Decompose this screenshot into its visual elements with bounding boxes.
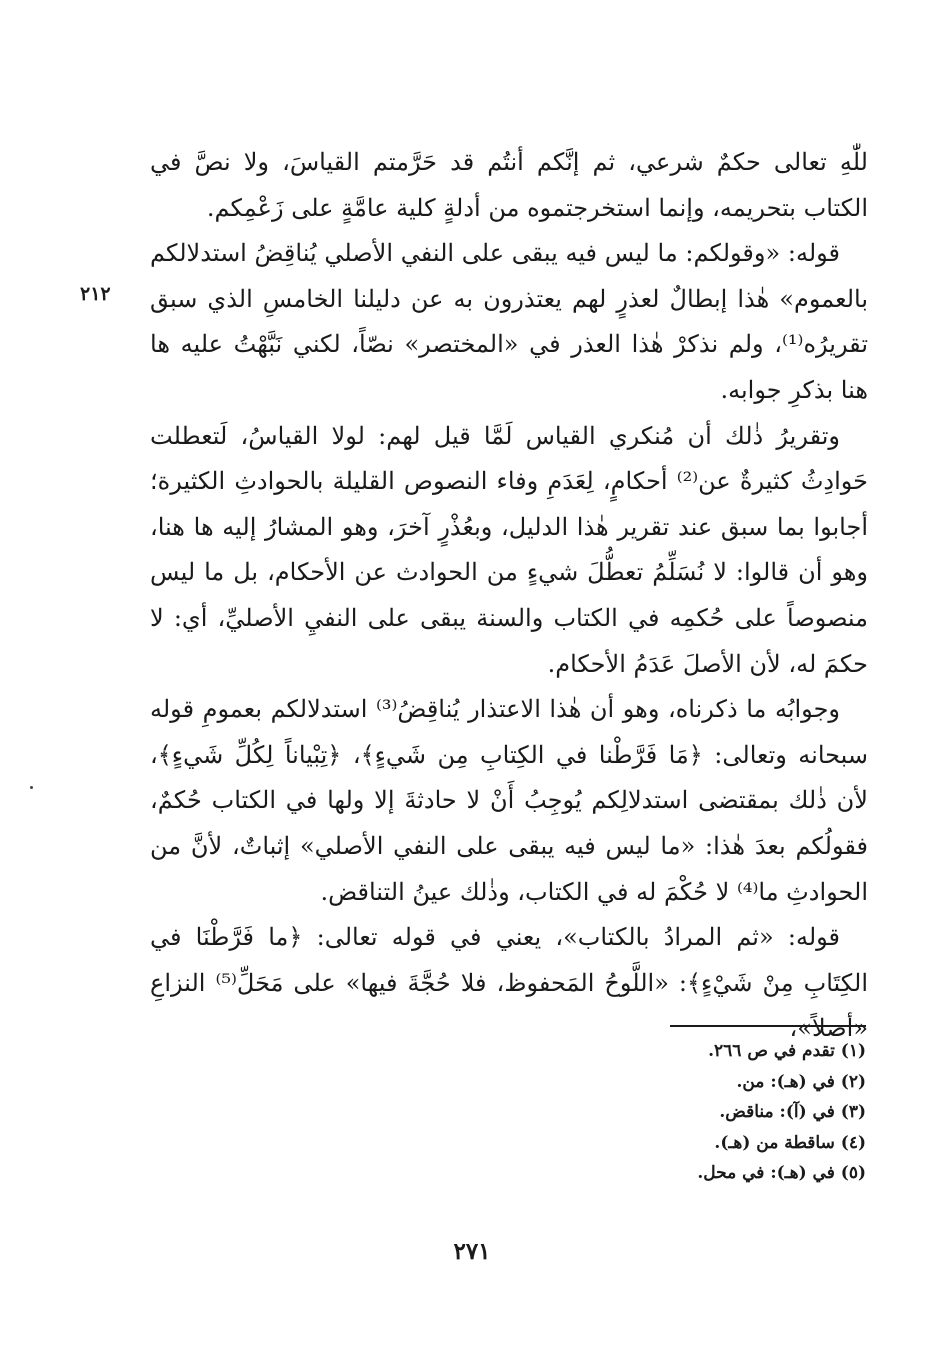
footnotes — [466, 1036, 866, 1189]
footnote-3: (٣) في (آ): مناقض. — [719, 1102, 866, 1122]
footnote-divider — [670, 1025, 866, 1027]
paragraph-2: قوله: «وقولكم: ما ليس فيه يبقى على النفي الأصلي يُناقِضُ استدلالكم بالعموم» هٰذا إبطالٌ لعذرٍ لهم يعتذرون به عن دليلنا الخامسِ الذي سبق تقريرُه⁽¹⁾، ولم نذكرْ هٰذا العذر في «المختصر» نصّاً، لكني نَبَّهْتُ عليه ها هنا بذكرِ جوابه. — [150, 239, 868, 404]
footnote-1: (١) تقدم في ص ٢٦٦. — [708, 1041, 866, 1061]
margin-page-reference: ٢١٢ — [80, 283, 111, 305]
footnote-2: (٢) في (هـ): من. — [736, 1071, 866, 1092]
paragraph-4: وجوابُه ما ذكرناه، وهو أن هٰذا الاعتذار يُناقِضُ⁽³⁾ استدلالكم بعمومِ قوله سبحانه وتعالى: ﴿مَا فَرَّطْنا في الكِتابِ مِن شَيءٍ﴾، ﴿تِبْياناً لِكُلِّ شَيءٍ﴾، لأن ذٰلك بمقتضى استدلالِكم يُوجِبُ أَنْ لا حادثةَ إلا ولها في الكتاب حُكمٌ، فقولُكم بعدَ هٰذا: «ما ليس فيه يبقى على النفي الأصلي» إثباتٌ، لأنَّ من الحوادثِ ما⁽⁴⁾ لا حُكْمَ له في الكتاب، وذٰلك عينُ التناقض. — [150, 695, 869, 906]
footnote-5: (٥) في (هـ): في محل. — [697, 1163, 866, 1183]
footnote-4: (٤) ساقطة من (هـ). — [714, 1132, 866, 1153]
paragraph-3: وتقريرُ ذٰلك أن مُنكري القياس لَمَّا قيل لهم: لولا القياسُ، لَتعطلت حَوادِثُ كثيرةٌ عن⁽²⁾ أحكامٍ، لِعَدَمِ وفاء النصوص القليلة بالحوادثِ الكثيرة؛ أجابوا بما سبق عند تقرير هٰذا الدليل، وبعُذْرٍ آخرَ، وهو المشارُ إليه ها هنا، وهو أن قالوا: لا نُسَلِّمُ تعطُّلَ شيءٍ من الحوادث عن الأحكام، بل ما ليس منصوصاً على حُكمِه في الكتاب والسنة يبقى على النفيِ الأصليِّ، أي: لا حكمَ له، لأن الأصلَ عَدَمُ الأحكام. — [150, 421, 868, 678]
main-text — [150, 140, 868, 1052]
paragraph-5: قوله: «ثم المرادُ بالكتاب»، يعني في قوله تعالى: ﴿ما فَرَّطْنَا في الكِتَابِ مِنْ شَيْءٍ﴾: «اللَّوحُ المَحفوظ، فلا حُجَّةَ فيها» على مَحَلِّ⁽⁵⁾ النزاعِ «أصلاً»، — [150, 923, 868, 1043]
page-number: ٢٧١ — [453, 1238, 491, 1265]
scan-speck — [30, 786, 33, 789]
paragraph-1: للّٰهِ تعالى حكمٌ شرعي، ثم إنَّكم أنتُم قد حَرَّمتم القياسَ، ولا نصَّ في الكتاب بتحريمه، وإنما استخرجتموه من أدلةٍ كلية عامَّةٍ على زَعْمِكم. — [150, 148, 868, 222]
